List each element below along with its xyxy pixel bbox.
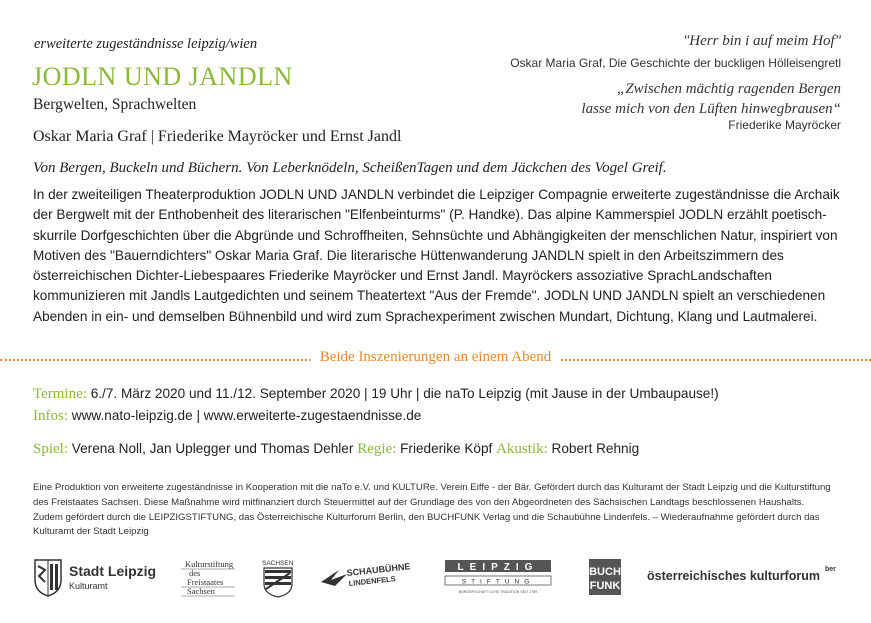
quote-mayroecker-source: Friederike Mayröcker <box>728 118 841 132</box>
leipzig-stiftung-logo <box>443 558 555 598</box>
authors-line: Oskar Maria Graf | Friederike Mayröcker und Ernst Jandl <box>33 128 402 145</box>
quote-graf: "Herr bin i auf meim Hof" <box>682 33 841 49</box>
quote-graf-source: Oskar Maria Graf, Die Geschichte der buckligen Hölleisengretl <box>510 56 841 70</box>
sachsen-logo <box>260 558 300 598</box>
stadt-leipzig-logo <box>33 558 158 598</box>
akustik-value: Robert Rehnig <box>547 441 640 456</box>
schaubuehne-line2: LINDENFELS <box>348 574 397 588</box>
stadt-leipzig-sub: Kulturamt <box>69 581 108 591</box>
termine-label: Termine: <box>33 386 87 402</box>
lead-paragraph: Von Bergen, Buckeln und Büchern. Von Leberknödeln, ScheißenTagen und dem Jäckchen des Vogel Greif. <box>33 160 667 176</box>
divider-heading <box>0 348 871 366</box>
buchfunk-logo <box>588 558 624 598</box>
quote-mayroecker-line1: „Zwischen mächtig ragenden Bergen <box>617 81 841 97</box>
divider-label: Beide Inszenierungen an einem Abend <box>310 349 562 365</box>
stadt-leipzig-name: Stadt Leipzig <box>69 563 157 579</box>
funding-note: Eine Produktion von erweiterte zugeständnisse in Kooperation mit die naTo e.V. und KULTURe. Verein Eiffe - der Bär. Gefördert durch das Kulturamt der Stadt Leipzig und die Kulturstiftung des Freistaates Sachsen. Diese Maßnahme wird mitfinanziert durch Steuermittel auf der Grundlage des von den Abgeordneten des Sächsischen Landtags beschlossenen Haushalts. Zudem gefördert durch die LEIPZIGSTIFTUNG, das Österreichische Kulturforum Berlin, den BUCHFUNK Verlag und die Schaubühne Lindenfels. – Wiederaufnahme gefördert durch das Kulturamt der Stadt Leipzig <box>33 482 831 538</box>
spiel-value: Verena Noll, Jan Uplegger und Thomas Dehler <box>68 441 358 456</box>
sachsen-label: SACHSEN <box>262 560 294 567</box>
buchfunk-line1: BUCH <box>589 566 621 578</box>
regie-label: Regie: <box>357 441 397 457</box>
leipzig-stiftung-line1: LEIPZIG <box>457 562 539 573</box>
schaubuehne-star-icon <box>321 570 347 586</box>
stadt-leipzig-crest-icon <box>35 560 61 596</box>
kulturforum-name: österreichisches kulturforum <box>647 569 820 583</box>
quote-mayroecker <box>581 79 841 119</box>
akustik-label: Akustik: <box>496 441 548 457</box>
regie-value: Friederike Köpf <box>396 441 497 456</box>
leipzig-stiftung-line2: STIFTUNG <box>461 578 535 586</box>
kulturstiftung-sachsen-logo <box>179 558 251 598</box>
infos-label: Infos: <box>33 408 68 424</box>
credits-line <box>33 441 639 458</box>
infos-line <box>33 408 421 425</box>
kulturforum-sup: ber <box>825 566 836 573</box>
schaubuehne-line1: SCHAUBÜHNE <box>346 561 411 578</box>
termine-line <box>33 386 719 403</box>
production-subtitle: Bergwelten, Sprachwelten <box>33 96 197 113</box>
production-title: JODLN UND JANDLN <box>32 62 293 91</box>
termine-value: 6./7. März 2020 und 11./12. September 2020 | 19 Uhr | die naTo Leipzig (mit Jause in der Umbaupause!) <box>86 386 719 401</box>
company-name: erweiterte zugeständnisse leipzig/wien <box>34 36 258 52</box>
quote-mayroecker-line2: lasse mich von den Lüften hinwegbrausen“ <box>581 101 841 117</box>
body-paragraph: In der zweiteiligen Theaterproduktion JODLN UND JANDLN verbindet die Leipziger Compagnie erweiterte zugeständnisse die Archaik der Bergwelt mit der Enthobenheit des literarischen "Elfenbeinturms" (P. Handke). Das alpine Kammerspiel JODLN erzählt poetisch-skurrile Dorfgeschichten über die Abgründe und Schroffheiten, Sehnsüchte und Abhängigkeiten der menschlichen Natur, inspiriert von Motiven des "Bauerndichters" Oskar Maria Graf. Die literarische Hüttenwanderung JANDLN spielt in den Arbeitszimmern des österreichischen Dichter-Liebespaares Friederike Mayröcker und Ernst Jandl. Mayröckers assoziative SprachLandschaften kommunizieren mit Jandls Lautgedichten und seinem Theatertext "Aus der Fremde". JODLN UND JANDLN spielt an verschiedenen Abenden in ein- und demselben Bühnenbild und wird zum Sprachexperiment zwischen Mundart, Dichtung, Klang und Lautmalerei. <box>33 187 840 324</box>
buchfunk-line2: FUNK <box>589 580 621 592</box>
kulturstiftung-line3: Freistaates <box>187 577 224 587</box>
kulturstiftung-line1: Kulturstiftung <box>185 559 234 569</box>
kulturstiftung-line4: Sachsen <box>187 586 215 596</box>
infos-value: www.nato-leipzig.de | www.erweiterte-zugestaendnisse.de <box>68 408 422 423</box>
schaubuehne-lindenfels-logo <box>317 558 417 598</box>
sachsen-crest-icon <box>264 568 292 597</box>
kulturstiftung-line2: des <box>189 568 201 578</box>
spiel-label: Spiel: <box>33 441 69 457</box>
leipzig-stiftung-line3: BÜRGERSCHAFTLICHE TRADITION SEIT 1789 <box>458 590 538 594</box>
kulturforum-logo <box>645 558 845 598</box>
